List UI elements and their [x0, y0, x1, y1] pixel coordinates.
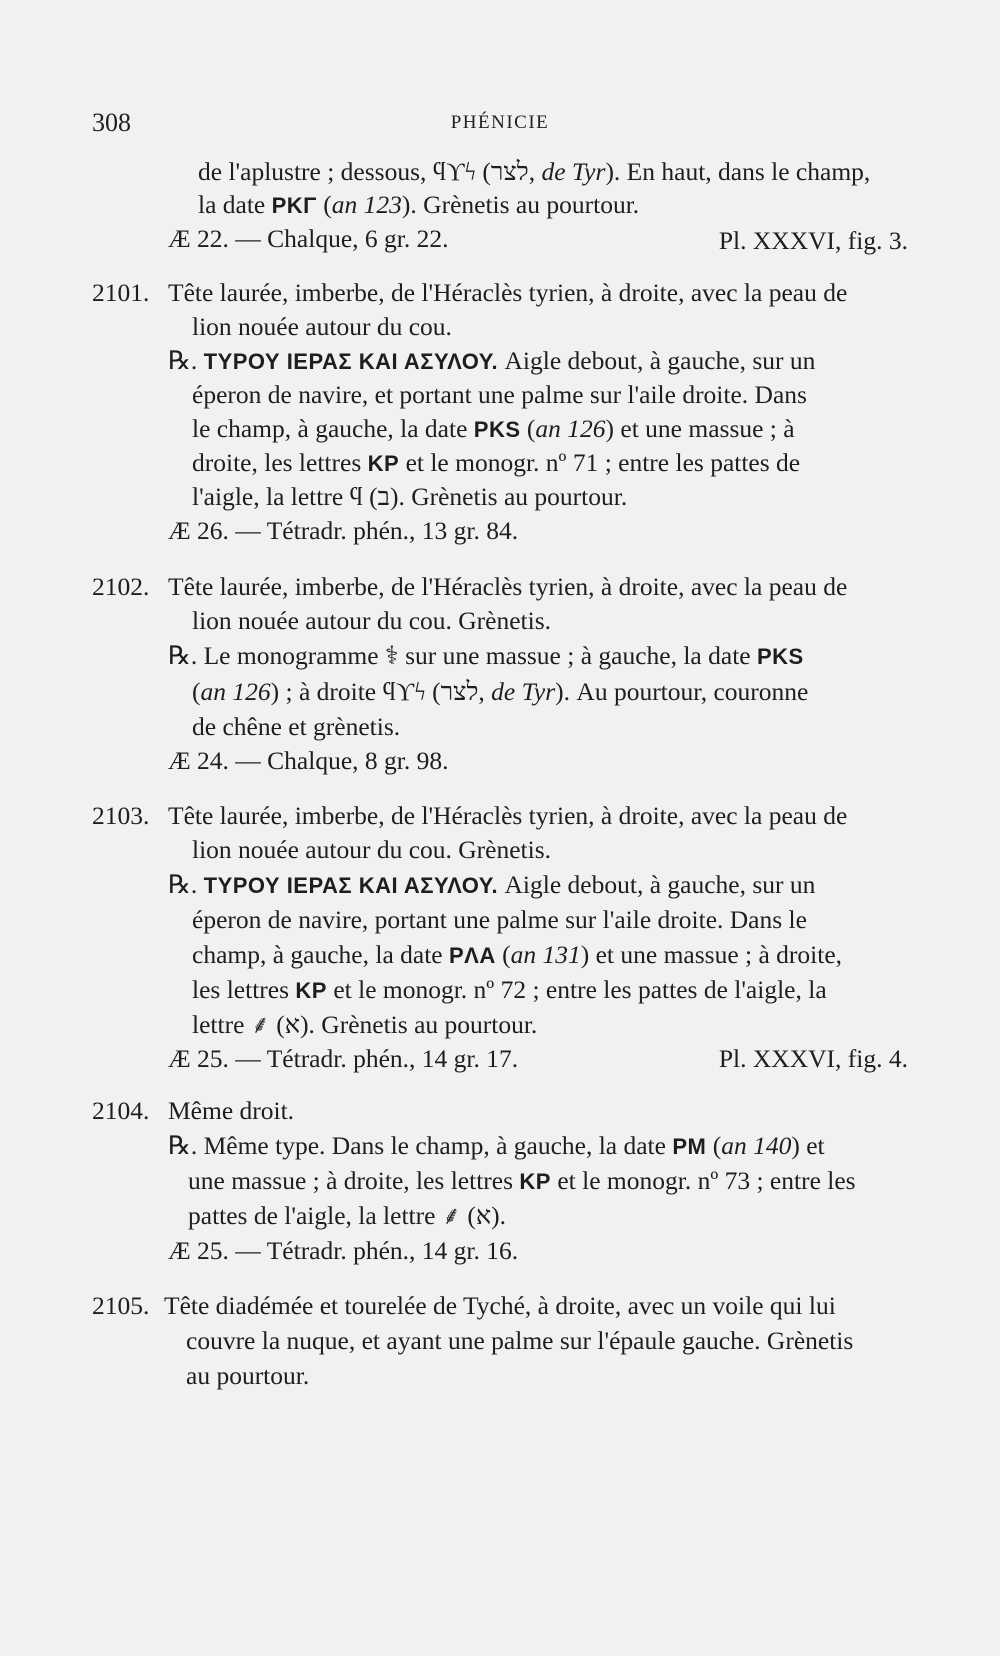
- entry-number: 2105.: [92, 1291, 150, 1320]
- entry-number: 2102.: [92, 572, 150, 601]
- hebrew-transcription: לצר: [440, 677, 479, 706]
- entry-2102-line-5: de chêne et grènetis.: [192, 712, 401, 741]
- entry-2101-line-6: droite, les lettres KP et le monogr. nº 71 ; entre les pattes de: [192, 448, 801, 477]
- entry-2104-line-1: Même droit.: [168, 1096, 295, 1125]
- entry-2105-line-1: Tête diadémée et tourelée de Tyché, à droite, avec un voile qui lui: [164, 1291, 836, 1320]
- hebrew-transcription: לצר: [490, 157, 529, 186]
- entry-2104-meta: Æ 25. — Tétradr. phén., 14 gr. 16.: [168, 1236, 519, 1265]
- entry-2103-line-5: champ, à gauche, la date PΛA (an 131) et une massue ; à droite,: [192, 940, 843, 969]
- greek-legend: ΤΥΡΟΥ ΙΕΡΑΣ ΚΑΙ ΑΣΥΛΟΥ.: [203, 873, 499, 898]
- entry-2104-line-4: pattes de l'aigle, la lettre ⸙ (א).: [188, 1201, 506, 1230]
- entry-2103-line-4: éperon de navire, portant une palme sur l'aile droite. Dans le: [192, 905, 807, 934]
- continuation-line-2: la date PKΓ (an 123). Grènetis au pourtour.: [198, 190, 640, 219]
- entry-2104-line-2: ℞. Même type. Dans le champ, à gauche, la date PM (an 140) et: [168, 1131, 825, 1160]
- plate-reference: Pl. XXXVI, fig. 4.: [718, 1044, 908, 1073]
- continuation-line-1: de l'aplustre ; dessous, ϥϒϟ (לצר, de Tyr). En haut, dans le champ,: [198, 157, 871, 186]
- entry-2103-line-7: lettre ⸙ (א). Grènetis au pourtour.: [192, 1010, 538, 1039]
- entry-2102-line-1: Tête laurée, imberbe, de l'Héraclès tyrien, à droite, avec la peau de: [168, 572, 848, 601]
- entry-2103-line-1: Tête laurée, imberbe, de l'Héraclès tyrien, à droite, avec la peau de: [168, 801, 848, 830]
- entry-2103-line-3: ℞. ΤΥΡΟΥ ΙΕΡΑΣ ΚΑΙ ΑΣΥΛΟΥ. Aigle debout, à gauche, sur un: [168, 870, 816, 899]
- entry-2102-line-3: ℞. Le monogramme ⚕ sur une massue ; à gauche, la date PKS: [168, 641, 804, 670]
- entry-2105-line-2: couvre la nuque, et ayant une palme sur l'épaule gauche. Grènetis: [186, 1326, 854, 1355]
- phoenician-legend: ϥϒϟ: [432, 157, 476, 186]
- phoenician-legend: ϥϒϟ: [382, 677, 426, 706]
- entry-number: 2101.: [92, 278, 150, 307]
- entry-2105-line-3: au pourtour.: [186, 1361, 310, 1390]
- entry-2103-line-6: les lettres KP et le monogr. nº 72 ; entre les pattes de l'aigle, la: [192, 975, 827, 1004]
- entry-2102-meta: Æ 24. — Chalque, 8 gr. 98.: [168, 746, 449, 775]
- entry-2101-line-5: le champ, à gauche, la date PKS (an 126) et une massue ; à: [192, 414, 795, 443]
- plate-reference: Pl. XXXVI, fig. 3.: [718, 226, 908, 255]
- running-title: PHÉNICIE: [450, 112, 550, 133]
- entry-2102-line-4: (an 126) ; à droite ϥϒϟ (לצר, de Tyr). Au pourtour, couronne: [192, 677, 809, 706]
- entry-2101-line-1: Tête laurée, imberbe, de l'Héraclès tyrien, à droite, avec la peau de: [168, 278, 848, 307]
- entry-number: 2103.: [92, 801, 150, 830]
- entry-2102-line-2: lion nouée autour du cou. Grènetis.: [192, 606, 552, 635]
- monogram-icon: ⚕: [384, 641, 399, 670]
- entry-2104-line-3: une massue ; à droite, les lettres KP et le monogr. nº 73 ; entre les: [188, 1166, 856, 1195]
- greek-legend: ΤΥΡΟΥ ΙΕΡΑΣ ΚΑΙ ΑΣΥΛΟΥ.: [203, 349, 499, 374]
- entry-2103-meta: Æ 25. — Tétradr. phén., 14 gr. 17.: [168, 1044, 519, 1073]
- entry-number: 2104.: [92, 1096, 150, 1125]
- continuation-meta: Æ 22. — Chalque, 6 gr. 22.: [168, 224, 449, 253]
- entry-2103-line-2: lion nouée autour du cou. Grènetis.: [192, 835, 552, 864]
- entry-2101-line-3: ℞. ΤΥΡΟΥ ΙΕΡΑΣ ΚΑΙ ΑΣΥΛΟΥ. Aigle debout, à gauche, sur un: [168, 346, 816, 375]
- entry-2101-line-7: l'aigle, la lettre ϥ (ב). Grènetis au pourtour.: [192, 482, 628, 511]
- entry-2101-meta: Æ 26. — Tétradr. phén., 13 gr. 84.: [168, 516, 519, 545]
- entry-2101-line-2: lion nouée autour du cou.: [192, 312, 452, 341]
- entry-2101-line-4: éperon de navire, et portant une palme sur l'aile droite. Dans: [192, 380, 807, 409]
- page-number: 308: [92, 108, 131, 137]
- date-letters: PKΓ: [271, 193, 317, 218]
